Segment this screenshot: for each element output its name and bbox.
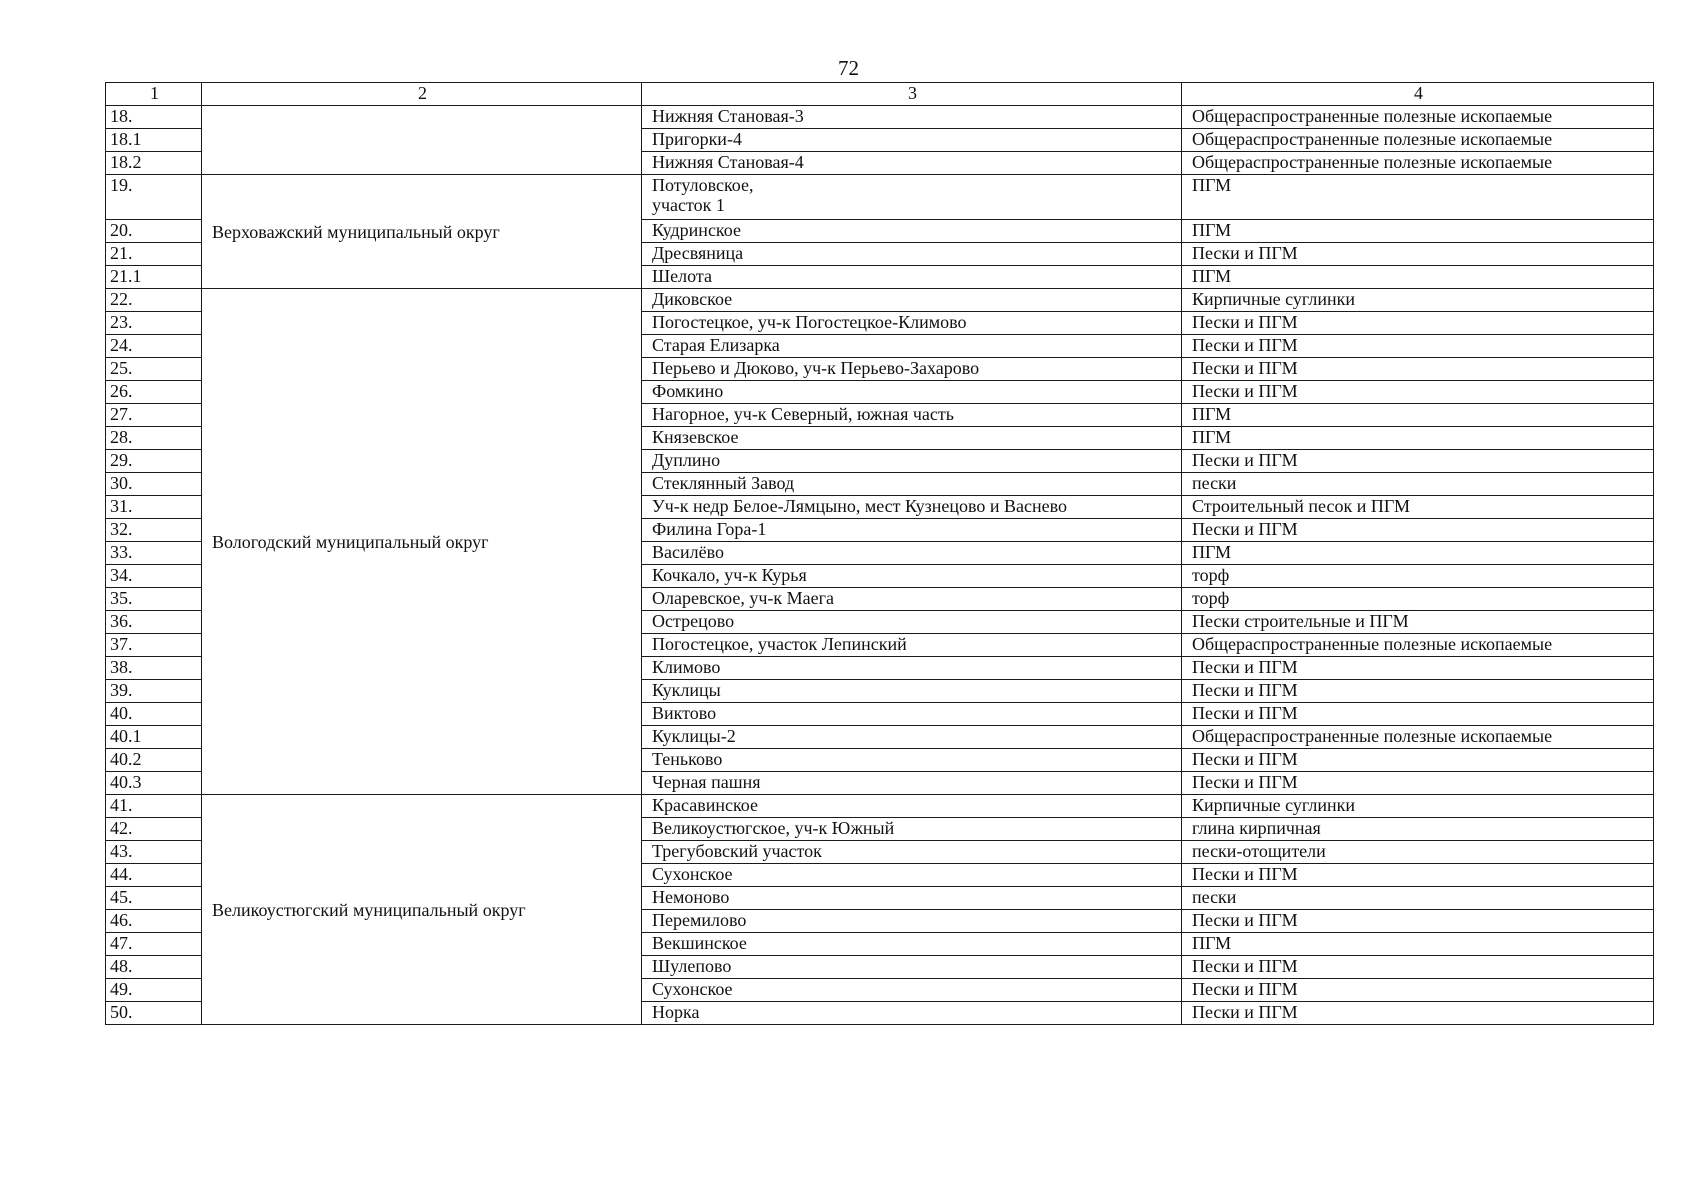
row-number: 18.1	[106, 129, 202, 152]
deposit-name: Куклицы-2	[642, 726, 1182, 749]
district-name: Великоустюгский муниципальный округ	[202, 795, 642, 1025]
row-number: 21.1	[106, 266, 202, 289]
mineral-type: Общераспространенные полезные ископаемые	[1182, 106, 1654, 129]
row-number: 40.3	[106, 772, 202, 795]
row-number: 44.	[106, 864, 202, 887]
table-row	[106, 175, 1654, 220]
row-number: 46.	[106, 910, 202, 933]
row-number: 32.	[106, 519, 202, 542]
mineral-type: Пески и ПГМ	[1182, 772, 1654, 795]
header-cell: 1	[106, 83, 202, 106]
deposit-name: Погостецкое, уч-к Погостецкое-Климово	[642, 312, 1182, 335]
row-number: 40.2	[106, 749, 202, 772]
deposit-name: Сухонское	[642, 864, 1182, 887]
row-number: 48.	[106, 956, 202, 979]
deposit-name: Шулепово	[642, 956, 1182, 979]
row-number: 41.	[106, 795, 202, 818]
row-number: 45.	[106, 887, 202, 910]
deposit-name: Потуловское, участок 1	[642, 175, 1182, 220]
deposit-name: Диковское	[642, 289, 1182, 312]
mineral-type: Пески и ПГМ	[1182, 243, 1654, 266]
deposit-name: Оларевское, уч-к Маега	[642, 588, 1182, 611]
row-number: 29.	[106, 450, 202, 473]
row-number: 22.	[106, 289, 202, 312]
row-number: 26.	[106, 381, 202, 404]
header-cell: 2	[202, 83, 642, 106]
mineral-type: Пески и ПГМ	[1182, 657, 1654, 680]
deposit-name: Фомкино	[642, 381, 1182, 404]
row-number: 42.	[106, 818, 202, 841]
deposit-name: Великоустюгское, уч-к Южный	[642, 818, 1182, 841]
row-number: 31.	[106, 496, 202, 519]
mineral-type: ПГМ	[1182, 933, 1654, 956]
deposit-name: Куклицы	[642, 680, 1182, 703]
deposit-name: Князевское	[642, 427, 1182, 450]
deposits-table	[105, 82, 1654, 1025]
header-cell: 4	[1182, 83, 1654, 106]
row-number: 49.	[106, 979, 202, 1002]
deposit-name: Пригорки-4	[642, 129, 1182, 152]
row-number: 21.	[106, 243, 202, 266]
mineral-type: Пески и ПГМ	[1182, 956, 1654, 979]
mineral-type: Пески и ПГМ	[1182, 335, 1654, 358]
deposit-name: Норка	[642, 1002, 1182, 1025]
row-number: 38.	[106, 657, 202, 680]
row-number: 50.	[106, 1002, 202, 1025]
deposit-name: Немоново	[642, 887, 1182, 910]
mineral-type: Кирпичные суглинки	[1182, 289, 1654, 312]
mineral-type: Пески и ПГМ	[1182, 519, 1654, 542]
deposit-name: Уч-к недр Белое-Лямцыно, мест Кузнецово и Васнево	[642, 496, 1182, 519]
district-name	[202, 106, 642, 175]
mineral-type: Пески и ПГМ	[1182, 979, 1654, 1002]
mineral-type: торф	[1182, 565, 1654, 588]
row-number: 40.1	[106, 726, 202, 749]
deposit-name: Перьево и Дюково, уч-к Перьево-Захарово	[642, 358, 1182, 381]
page-number: 72	[838, 56, 859, 80]
mineral-type: Пески и ПГМ	[1182, 1002, 1654, 1025]
mineral-type: Общераспространенные полезные ископаемые	[1182, 129, 1654, 152]
row-number: 20.	[106, 220, 202, 243]
row-number: 34.	[106, 565, 202, 588]
table-body	[106, 106, 1654, 1025]
row-number: 36.	[106, 611, 202, 634]
mineral-type: ПГМ	[1182, 175, 1654, 220]
mineral-type: пески-отощители	[1182, 841, 1654, 864]
row-number: 28.	[106, 427, 202, 450]
row-number: 24.	[106, 335, 202, 358]
row-number: 47.	[106, 933, 202, 956]
deposit-name: Красавинское	[642, 795, 1182, 818]
mineral-type: Пески и ПГМ	[1182, 450, 1654, 473]
mineral-type: пески	[1182, 473, 1654, 496]
deposit-name: Старая Елизарка	[642, 335, 1182, 358]
mineral-type: Строительный песок и ПГМ	[1182, 496, 1654, 519]
row-number: 35.	[106, 588, 202, 611]
mineral-type: Общераспространенные полезные ископаемые	[1182, 726, 1654, 749]
deposit-name: Острецово	[642, 611, 1182, 634]
mineral-type: Пески и ПГМ	[1182, 910, 1654, 933]
deposit-name: Векшинское	[642, 933, 1182, 956]
mineral-type: Общераспространенные полезные ископаемые	[1182, 634, 1654, 657]
mineral-type: Общераспространенные полезные ископаемые	[1182, 152, 1654, 175]
row-number: 19.	[106, 175, 202, 220]
header-cell: 3	[642, 83, 1182, 106]
mineral-type: Пески и ПГМ	[1182, 312, 1654, 335]
row-number: 25.	[106, 358, 202, 381]
district-name: Верховажский муниципальный округ	[202, 175, 642, 289]
deposit-name: Теньково	[642, 749, 1182, 772]
deposit-name: Дресвяница	[642, 243, 1182, 266]
mineral-type: ПГМ	[1182, 542, 1654, 565]
mineral-type: Пески строительные и ПГМ	[1182, 611, 1654, 634]
row-number: 18.	[106, 106, 202, 129]
mineral-type: ПГМ	[1182, 266, 1654, 289]
row-number: 43.	[106, 841, 202, 864]
mineral-type: Пески и ПГМ	[1182, 864, 1654, 887]
row-number: 27.	[106, 404, 202, 427]
mineral-type: торф	[1182, 588, 1654, 611]
mineral-type: пески	[1182, 887, 1654, 910]
mineral-type: ПГМ	[1182, 427, 1654, 450]
mineral-type: Пески и ПГМ	[1182, 381, 1654, 404]
mineral-type: ПГМ	[1182, 220, 1654, 243]
mineral-type: Пески и ПГМ	[1182, 358, 1654, 381]
mineral-type: ПГМ	[1182, 404, 1654, 427]
table-row	[106, 795, 1654, 818]
row-number: 37.	[106, 634, 202, 657]
deposit-name: Нижняя Становая-3	[642, 106, 1182, 129]
deposit-name: Шелота	[642, 266, 1182, 289]
mineral-type: Пески и ПГМ	[1182, 749, 1654, 772]
district-name: Вологодский муниципальный округ	[202, 289, 642, 795]
header-row	[106, 83, 1654, 106]
deposit-name: Климово	[642, 657, 1182, 680]
mineral-type: Пески и ПГМ	[1182, 680, 1654, 703]
deposit-name: Перемилово	[642, 910, 1182, 933]
table-row	[106, 106, 1654, 129]
deposit-name: Виктово	[642, 703, 1182, 726]
row-number: 18.2	[106, 152, 202, 175]
deposit-name: Дуплино	[642, 450, 1182, 473]
table-row	[106, 289, 1654, 312]
deposit-name: Трегубовский участок	[642, 841, 1182, 864]
deposit-name: Кочкало, уч-к Курья	[642, 565, 1182, 588]
row-number: 40.	[106, 703, 202, 726]
mineral-type: Пески и ПГМ	[1182, 703, 1654, 726]
mineral-type: глина кирпичная	[1182, 818, 1654, 841]
deposit-name: Черная пашня	[642, 772, 1182, 795]
deposit-name: Нагорное, уч-к Северный, южная часть	[642, 404, 1182, 427]
mineral-type: Кирпичные суглинки	[1182, 795, 1654, 818]
row-number: 30.	[106, 473, 202, 496]
deposit-name: Василёво	[642, 542, 1182, 565]
deposit-name: Нижняя Становая-4	[642, 152, 1182, 175]
deposit-name: Погостецкое, участок Лепинский	[642, 634, 1182, 657]
row-number: 39.	[106, 680, 202, 703]
deposit-name: Стеклянный Завод	[642, 473, 1182, 496]
row-number: 23.	[106, 312, 202, 335]
row-number: 33.	[106, 542, 202, 565]
deposit-name: Сухонское	[642, 979, 1182, 1002]
deposit-name: Филина Гора-1	[642, 519, 1182, 542]
deposit-name: Кудринское	[642, 220, 1182, 243]
